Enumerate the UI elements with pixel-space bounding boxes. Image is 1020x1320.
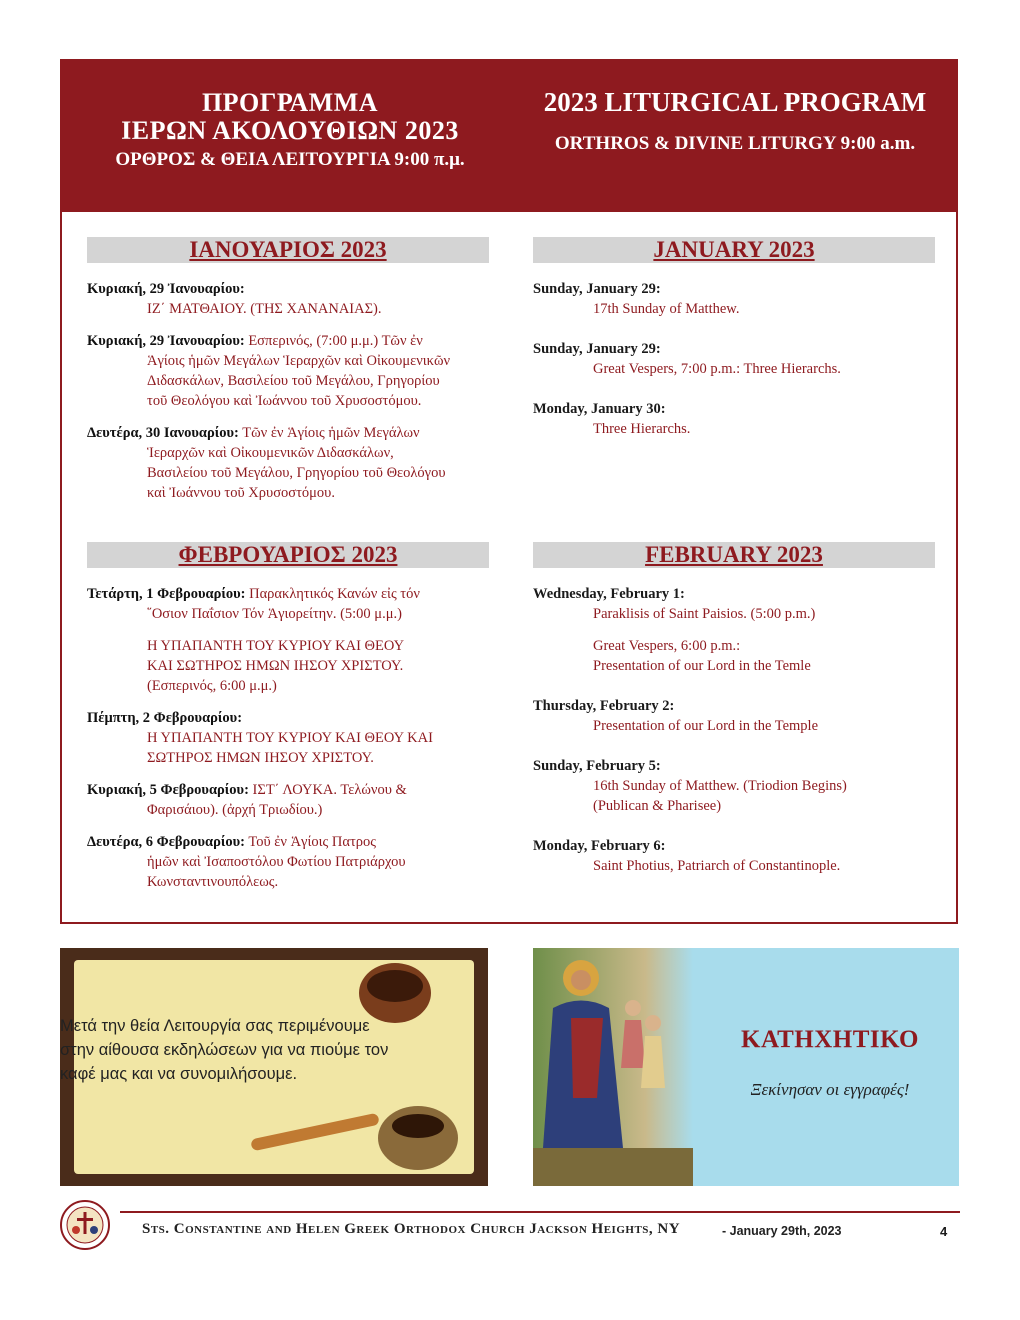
program-banner (62, 61, 956, 212)
entry-text-line: 16th Sunday of Matthew. (Triodion Begins) (593, 778, 847, 794)
entry-day: Δευτέρα, 30 Ιανουαρίου: (87, 425, 239, 441)
january-english-column (533, 237, 935, 439)
entry-text-line: Φαρισάιου). (ἀρχή Τριωδίου.) (147, 802, 323, 818)
schedule-entry (87, 331, 489, 411)
katichitiko-title: ΚΑΤΗΧΗΤΙΚΟ (741, 1026, 919, 1053)
schedule-entry (533, 636, 935, 676)
entry-text-line: Κωνσταντινουπόλεως. (147, 874, 279, 890)
page-number: 4 (940, 1224, 948, 1239)
christ-with-children-icon (533, 948, 693, 1186)
entry-text-line: Η ΥΠΑΠΑΝΤΗ ΤΟΥ ΚΥΡΙΟΥ ΚΑΙ ΘΕΟΥ (147, 638, 405, 654)
banner-greek-title: ΠΡΟΓΡΑΜΜΑ (201, 88, 379, 117)
footer-date: - January 29th, 2023 (722, 1224, 842, 1238)
entry-text-line: ΣΩΤΗΡΟΣ ΗΜΩΝ ΙΗΣΟΥ ΧΡΙΣΤΟΥ. (147, 750, 374, 766)
month-heading-text: ΦΕΒΡΟΥΑΡΙΟΣ 2023 (178, 542, 398, 567)
entry-day: Δευτέρα, 6 Φεβρουαρίου: (87, 834, 246, 850)
entry-text: 17th Sunday of Matthew. (593, 301, 740, 317)
entry-text-line: Saint Photius, Patriarch of Constantinople. (593, 858, 841, 874)
entry-text-line: Διδασκάλων, Βασιλείου τοῦ Μεγάλου, Γρηγορίου (147, 373, 440, 389)
entry-text-line: ῞Οσιον Παΐσιον Τόν Ἁγιορείτην. (5:00 μ.μ.) (147, 606, 402, 622)
entry-day: Sunday, January 29: (533, 281, 661, 297)
entry-day: Thursday, February 2: (533, 698, 675, 714)
entry-text-line: Η ΥΠΑΠΑΝΤΗ ΤΟΥ ΚΥΡΙΟΥ ΚΑΙ ΘΕΟΥ ΚΑΙ (147, 730, 433, 746)
entry-text-line: (Εσπερινός, 6:00 μ.μ.) (147, 678, 277, 694)
entry-text: Εσπερινός, (7:00 μ.μ.) Τῶν ἐν (248, 333, 423, 349)
entry-text-line: καὶ Ἰωάννου τοῦ Χρυσοστόμου. (147, 485, 335, 501)
schedule-entry (533, 756, 935, 816)
entry-text-line: (Publican & Pharisee) (593, 798, 722, 814)
entry-day: Κυριακή, 29 Ἰανουαρίου: (87, 333, 245, 349)
month-heading (87, 237, 489, 263)
schedule-entry (533, 339, 935, 379)
entry-text-line: Great Vespers, 6:00 p.m.: (593, 638, 741, 654)
entry-text-line: τοῦ Θεολόγου καὶ Ἰωάννου τοῦ Χρυσοστόμου. (147, 393, 422, 409)
entry-day: Monday, February 6: (533, 838, 666, 854)
church-seal-logo (60, 1200, 110, 1250)
footer-church-name: Sts. Constantine and Helen Greek Orthodox Church Jackson Heights, NY (142, 1221, 681, 1237)
entry-day: Wednesday, February 1: (533, 586, 685, 602)
entry-day: Sunday, January 29: (533, 341, 661, 357)
schedule-entry (533, 584, 935, 624)
entry-day: Κυριακή, 29 Ἰανουαρίου: (87, 281, 245, 297)
february-greek-column (87, 542, 489, 892)
entry-day: Πέμπτη, 2 Φεβρουαρίου: (87, 710, 243, 726)
schedule-entry (533, 696, 935, 736)
entry-text-line: Βασιλείου τοῦ Μεγάλου, Γρηγορίου τοῦ Θεολόγου (147, 465, 446, 481)
month-heading-text: JANUARY 2023 (653, 237, 815, 262)
schedule-entry (533, 836, 935, 876)
katichitiko-panel (533, 948, 959, 1186)
schedule-entry (87, 423, 489, 503)
banner-greek-subtitle: ΙΕΡΩΝ ΑΚΟΛΟΥΘΙΩΝ 2023 (121, 116, 459, 145)
entry-text-line: ΚΑΙ ΣΩΤΗΡΟΣ ΗΜΩΝ ΙΗΣΟΥ ΧΡΙΣΤΟΥ. (147, 658, 404, 674)
entry-text: ΙΖ΄ ΜΑΤΘΑΙΟΥ. (ΤΗΣ ΧΑΝΑΝΑΙΑΣ). (147, 301, 382, 317)
entry-text: Παρακλητικός Κανών εἰς τόν (249, 586, 420, 602)
entry-text-line: Paraklisis of Saint Paisios. (5:00 p.m.) (593, 606, 816, 622)
entry-text: Τοῦ ἐν Ἁγίοις Πατρος (248, 834, 376, 850)
footer-divider (120, 1211, 960, 1213)
month-heading (533, 542, 935, 568)
banner-english-title: 2023 LITURGICAL PROGRAM (543, 87, 927, 117)
entry-text-line: ἡμῶν καὶ Ἰσαποστόλου Φωτίου Πατριάρχου (147, 854, 406, 870)
entry-text: Three Hierarchs. (593, 421, 691, 437)
katichitiko-subtitle: Ξεκίνησαν οι εγγραφές! (750, 1080, 910, 1099)
month-heading-text: FEBRUARY 2023 (645, 542, 823, 567)
entry-text: ΙΣΤ΄ ΛΟΥΚΑ. Τελώνου & (252, 782, 407, 798)
february-english-column (533, 542, 935, 876)
month-heading-text: ΙΑΝΟΥΑΡΙΟΣ 2023 (189, 237, 387, 262)
schedule-entry (87, 636, 489, 696)
banner-greek (80, 89, 500, 173)
month-heading (87, 542, 489, 568)
entry-text: Τῶν ἐν Ἁγίοις ἡμῶν Μεγάλων (242, 425, 420, 441)
schedule-entry (533, 279, 935, 319)
schedule-entry (87, 584, 489, 624)
entry-text-line: Ἱεραρχῶν καὶ Οἰκουμενικῶν Διδασκάλων, (147, 445, 394, 461)
january-greek-column (87, 237, 489, 503)
entry-text-line: Ἁγίοις ἡμῶν Μεγάλων Ἱεραρχῶν καὶ Οἰκουμενικῶν (147, 353, 451, 369)
banner-greek-service-time: ΟΡΘΡΟΣ & ΘΕΙΑ ΛΕΙΤΟΥΡΓΙΑ 9:00 π.μ. (115, 149, 465, 170)
entry-text-line: Presentation of our Lord in the Temple (593, 718, 819, 734)
banner-english-service-time: ORTHROS & DIVINE LITURGY 9:00 a.m. (554, 133, 916, 154)
entry-day: Sunday, February 5: (533, 758, 661, 774)
schedule-entry (533, 399, 935, 439)
schedule-entry (87, 279, 489, 319)
entry-day: Τετάρτη, 1 Φεβρουαρίου: (87, 586, 246, 602)
entry-day: Κυριακή, 5 Φεβρουαρίου: (87, 782, 249, 798)
schedule-entry (87, 708, 489, 768)
schedule-entry (87, 832, 489, 892)
entry-text: Great Vespers, 7:00 p.m.: Three Hierarchs. (593, 361, 841, 377)
banner-english (520, 87, 950, 155)
coffee-invitation-text: Μετά την θεία Λειτουργία σας περιμένουμε στην αίθουσα εκδηλώσεων για να πιούμε τον καφέ μας και να συνομιλήσουμε. (60, 1017, 389, 1083)
entry-day: Monday, January 30: (533, 401, 666, 417)
month-heading (533, 237, 935, 263)
entry-text-line: Presentation of our Lord in the Temle (593, 658, 811, 674)
schedule-entry (87, 780, 489, 820)
